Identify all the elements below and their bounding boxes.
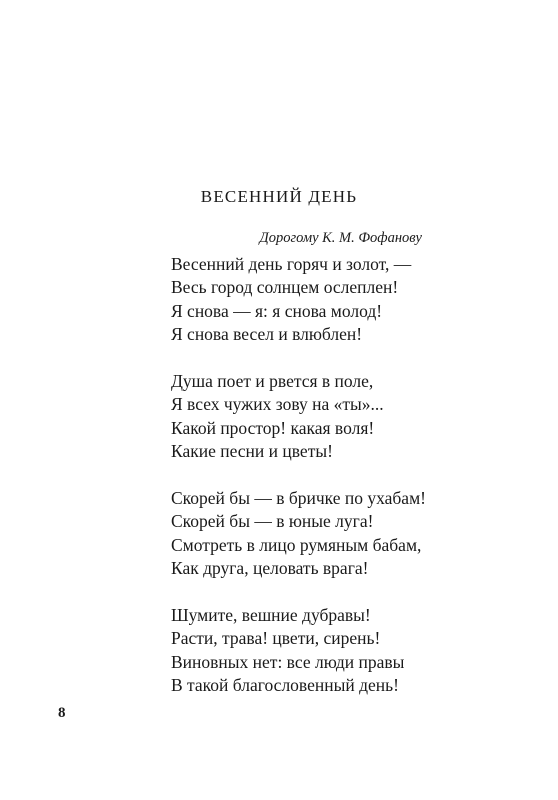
poem-title: ВЕСЕННИЙ ДЕНЬ [200,187,358,206]
poem-body [171,253,426,721]
poem-line: Как друга, целовать врага! [171,558,369,579]
poem-dedication: Дорогому К. М. Фофанову [259,230,422,246]
poem-line: Скорей бы — в юные луга! [171,511,374,532]
poem-line: Шумите, вешние дубравы! [171,605,371,626]
poem-line: Какие песни и цветы! [171,441,333,462]
poem-line: Какой простор! какая воля! [171,417,375,438]
poem-line: В такой благословенный день! [171,675,399,696]
poem-line: Я снова весел и влюблен! [171,324,363,345]
stanza-4 [171,604,426,698]
stanza-1 [171,253,426,347]
poem-line: Я снова — я: я снова молод! [171,300,383,321]
poem-line: Смотреть в лицо румяным бабам, [171,534,422,555]
poem-line: Весенний день горяч и золот, — [171,254,412,274]
poem-line: Виновных нет: все люди правы [171,651,405,672]
poem-line: Я всех чужих зову на «ты»... [171,394,384,415]
poem-line: Душа поет и рвется в поле, [171,371,374,392]
poem-line: Весь город солнцем ослеплен! [171,277,399,298]
poem-line: Расти, трава! цвети, сирень! [171,628,381,649]
poem-line: Скорей бы — в бричке по ухабам! [171,488,426,509]
page-number: 8 [58,705,66,721]
stanza-3 [171,487,426,581]
stanza-2 [171,370,426,464]
